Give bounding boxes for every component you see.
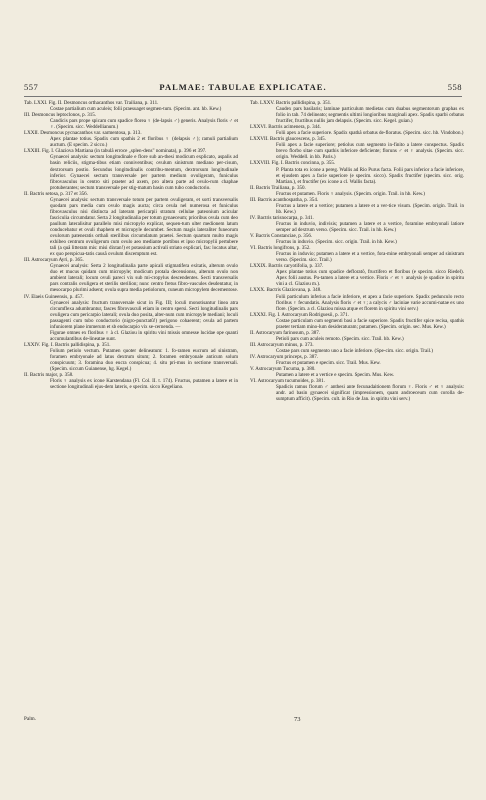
plate-entry-heading: III. Astrocaryum Ayri, p. 365. [24,257,84,264]
plate-entry-heading: IV. Elaeis Guineensis, p. 457. [24,293,84,300]
plate-entry-description: Gynaecei analysis: Serta 2 longitudinalia parte apicali stigmatifera exitatis, alterum ovulo duo et mucus quidam cum micropyle; modicum protala decensionss, alterum ovulo non ambient laterali; locum ovuli pareci vix sub mi-cropylus descendentes. Secti transversalis pars contralis ovuligera et sterilis sterilion; nunc centro fretus fibro-vascules desdentatur, in mesocarpo plurimi adsent; ovula supra media petiolorum, cuneum micropylem decementose. [50,263,238,294]
plate-entry-description: Fructus in induvio; putamen a latere et a vertice, fora-mine embryonali semper ad sinistram verso. (Specim. sicc. Trail.) [276,251,464,264]
plate-entry-heading: LXXIII. Fig. I. Glaziova Martiana (in tabulâ erroce „splen-dens" nominata), p. 396 et 397. [24,148,207,155]
plate-entry-description: Fructus in induvio. (Specim. sicc. origin. Trail. in hb. Kew.) [276,239,397,246]
plate-entry-description: P. Planta tota ex icone a pereg. Wallis ad Rio Purus facta. Folii pars inferior a facie inferiore, et ejusdem apex a facie superiore (e specim. sicco). Spadix fructifer (specim. sicc. orig. Martian.), et fructifer (ex icone a cl. Wallis facta). [276,166,464,185]
left-column [24,100,238,390]
plate-entry-heading: V. Bactris Constanciae, p. 356. [250,233,313,240]
plate-entry-heading: III. Bactris acanthospatha, p. 354. [250,196,319,203]
plate-entry-heading: V. Astrocaryum Tucuma, p. 380. [250,366,316,373]
signature-mark: Palm. [24,716,36,722]
plate-entry-description: Costae partialium cum aculeis; folii praesuaget segmen-tum. (Specim. ant. hb. Kew.) [50,106,222,113]
plate-entry-description: Petioli pars cum aculeis remoto. (Specim. sicc. Trail. hb. Kew.) [276,335,404,342]
plate-entry-description: Figurae omnes ex floribus ♀ à cl. Glaziou in spiritu vini missis omnesse lucidae ope quanti accumulantibus de-lineatae sunt. [50,329,238,342]
plate-entry-description: Fructus et putamen. Floris ♀ analysis. (Specim. origin. Trail. in hb. Kew.) [276,190,425,197]
plate-entry-heading: LXXVI. Bactris acimenera, p. 344. [250,124,321,131]
plate-entry-heading: Tab. LXXV. Bactris pallidispina, p. 351. [250,100,332,106]
plate-entry-description: Spadicis ramus florum ♂ anthesi ante fecunadaitionem florum ♀. Floris ♂ et ♀ analysis: andr. ad basin gynaecei significat (impressionem, quam androeceum cum corolla de-sumptum afficit). (Specim. cult. in Rio de Jan. in spiritu vini serv.) [276,384,464,403]
plate-entry-heading: LXXIV. Fig. I. Bactris pallidispina, p. 351. [24,341,111,348]
plate-entry-heading: LXXVIII. Fig. I. Bactris concinna, p. 355. [250,160,336,167]
right-column [250,100,464,402]
plate-entry-heading: II. Bactris Trailiana, p. 350. [250,184,306,191]
running-title: PALMAE: TABULAE EXPLICATAE. [159,82,327,92]
plate-entry-heading: IV. Astrocaryum princeps, p. 387. [250,353,319,360]
plate-entry-heading: II. Bactris major, p. 358. [24,372,74,379]
plate-entry-description: Costae particulam cum segmenti basi a facie superiore. Spadix fructifer spice recisa, spathis praeter tertiam mino-lum desideraturam; putamen. (Specim. origin. sec. Mus. Kew.) [276,317,464,330]
plate-entry-description: Gynaecei analysis: fructum transversale sicut in Fig. III; loculi monotisantur linea atra circumflexa adumbrantur, fasces fibrovasculi etiam in centro spersi. Secti longitudinalis pars ovuligera cum pericarpio laterali; ovula duo posita, alter-num cum micropyle mediani; loculi passagenti cum tubo conductorio (nigro-punctatû!) perigono cohaerent; ovula ad partem infuniorem plane immerum et sb endocarpio vix se-cernenda. — [50,299,238,330]
plate-entry-description: Fructus a latere et a vertice; putamen a latere et a ver-tice visum. (Specim. origin. Trail. in hb. Kew.) [276,202,464,215]
plate-entry-description: Folii apex a facie superiore. Spadix spathâ orbatus de-floratus. (Specim. sicc. hb. Vindobon.) [276,130,464,137]
plate-entry-description: Caudex pars basilaris; laminae particulum medietas cum duabus segmentorum graphas ex folio in tab. 74 delineato; segmentis ultimi longioribus marginali apex. Spadix sparbi orbatus fructifer, fructibus nullis jam delapsis. (Specim. sicc. Kegel. guian.) [276,106,464,125]
plate-entry-description: Floris ♀ analysis ex icone Karstendana (Fl. Col. II. t. 174). Fructus, putamen a latere et in sectione longitudinali ejus-dem lateris, e specim. sicco Kegeliano. [50,378,238,391]
plate-entry-heading: LXXIX. Bactris caryotifolia, p. 337. [250,263,324,270]
plate-entry-description: Folii apex a facie superiore; petiolus cum segmento in-finito a latere conspectus. Spadix brevo florbo sitae cum spathis inferiore deficiente; floruns ♂ et ♀ analysis. (Specim. sicc. origin. Weddell. in hb. Paris.) [276,142,464,161]
plate-entry-heading: VI. Astrocaryum tucumoides, p. 381. [250,378,325,385]
header-rule [24,96,462,97]
plate-entry-heading: LXXXI. Fig. I. Astrocaryum Rodriguesii, p. 371. [250,311,349,318]
plate-entry-heading: II. Bactris setosa, p. 317 et 356. [24,190,88,197]
plate-entry-heading: LXXX. Bactris Glaziovana, p. 348. [250,287,322,294]
plate-entry-heading: IV. Bactris tarisnocarpa, p. 341. [250,214,314,221]
plate-entry-description: Candicis pars prope spicam cum spadice florea ♀ (de-lapsis ♂) generis. Analysis floris ♂ et ♀. (Specim. sicc. Weddellianum.) [50,118,238,131]
plate-entry-heading: VI. Bactris longifrons, p. 352. [250,245,311,252]
left-page-number: 557 [24,82,39,92]
plate-entry-heading: II. Astrocaryum farinosum, p. 387. [250,329,321,336]
page-header [24,82,462,94]
right-page-number: 558 [447,82,462,92]
plate-entry-description: Apex plantae totius cum spadice defloratô, fructifero et floribus (e specim. sicco Riedel). Apex folii austus. Pu-tamen a latere et a vertice. Floris ♂ et ♀ analysis (e spadice in spiritu vini a cl. Glaziou m.). [276,269,464,288]
plate-entry-heading: LXXII. Desmoncus pycnacanthos var. sarmentosa, p. 313. [24,130,142,137]
plate-entry-description: Gynaecei analysis: sectum longitudinale e flore sub an-thesi modicum explicato, aspalis ad basin reliciis, stigma-tibus etiam conniventibus; ovulum sinistrum mediano per-cisum, dextrorsum postio. Secundus longitudinalis contribu-mentum, dextrorsum longitudinale inferior. Gynaecei sectum transversale per partem medium ovuligeram, funiculus fibrovasculus in centro siti praeter ad axem, pro altera parte ad ovulo-rum chaphae protuberantes; sectum transversale per stig-matum basin cum tubo conductorio. [50,154,238,191]
footer-number: 73 [294,716,301,723]
plate-entry-description: Apex plantae totius. Spadix cum spathis 2 et floribus ♀ (delapsis ♂); ramuli partialium auctum. (E specim. 2 sicco.) [50,136,238,149]
plate-entry-description: Putamen a latere et a vertice e specim. Specim. Mus. Kew. [276,372,395,379]
plate-entry-heading: III. Desmoncus leptoclonos, p. 315. [24,112,97,119]
plate-entry-description: Fructus in induvio, indivisis; putamen a latere et a vertice, foramine embryonali latiore semper ad dextrum verso. (Specim. sicc. Trail. in hb. Kew.) [276,220,464,233]
plate-entry-description: Folium petiolo vectum. Putamen quoter delineatum: 1. fo-ramen eucrum ad sinistram, foramen embryonale ad latus dextrum situm; 2. foramen embryonale anticum solum conspicuum; 3. foramina duo eucra conspicua; 4. situ pri-mus in sectione transversali. (Specim. siccum Guianense, hg. Kegel.) [50,347,238,373]
plate-entry-description: Folii particulum inferius a facie inferiore, et apex a facie superiore. Spadix pedunculo recto floribus ♀ fecundatis. Analysis floris ♂ et ♀; a calycis ♂ laciniae varie accumi-natae ex uno flore. (Specim. a cl. Glaziou missa atque et florem in spiritu vini serv.) [276,293,464,312]
plate-entry-description: Costae pars cum segmento uno a facie inferiore. (Spe-cim. sicc. origin. Trail.) [276,347,433,354]
plate-entry-heading: LXXVII. Bactris glaucescens, p. 345. [250,136,326,143]
plate-entry-description: Gynaecei analysis: sectum transversale totum per partem ovuligeram, et sorti transversalis quodam pars media cum ovulo magis aucta; circa ovula nel numerosa et funiculus fibrovasculus nisi distincta ad lateram pericarpii stratum cellulae pateonium acicular fasciculia circumdatur. Serta 2 longitudinalia per totum gynaeceum; prioribus ovula cum deo paullum lateralisitur parallelo misi micropylo explicat, sequen-tum ulter medionem latum conducebatur et ovuli rhaphem et micropyle decumbet. Sectum magis lateraliter funeorum ovulorum pateneratis orthali sterilibus circumdatum praetei. Sectum quartum multo magis exhibeo centrum ovuligerum cum ovulo aeo mediante portibus et ipso micropylii pertubere tali (a quâ litteram mis: misi dixtan!) et potassium activali striato explicari, fas: locatus altar, ex quo perspicua-tatis causâ ovulum discemptum est. [50,196,238,258]
plate-entry-heading: III. Astrocaryum minus, p. 373. [250,341,314,348]
plate-entry-heading: Tab. LXXI. Fig. II. Desmoncus orthacanthos var. Trailiana, p. 311. [24,100,159,106]
plate-entry-description: Fructus et putamen e specim. sicc. Trail. Mus. Kew. [276,360,381,367]
